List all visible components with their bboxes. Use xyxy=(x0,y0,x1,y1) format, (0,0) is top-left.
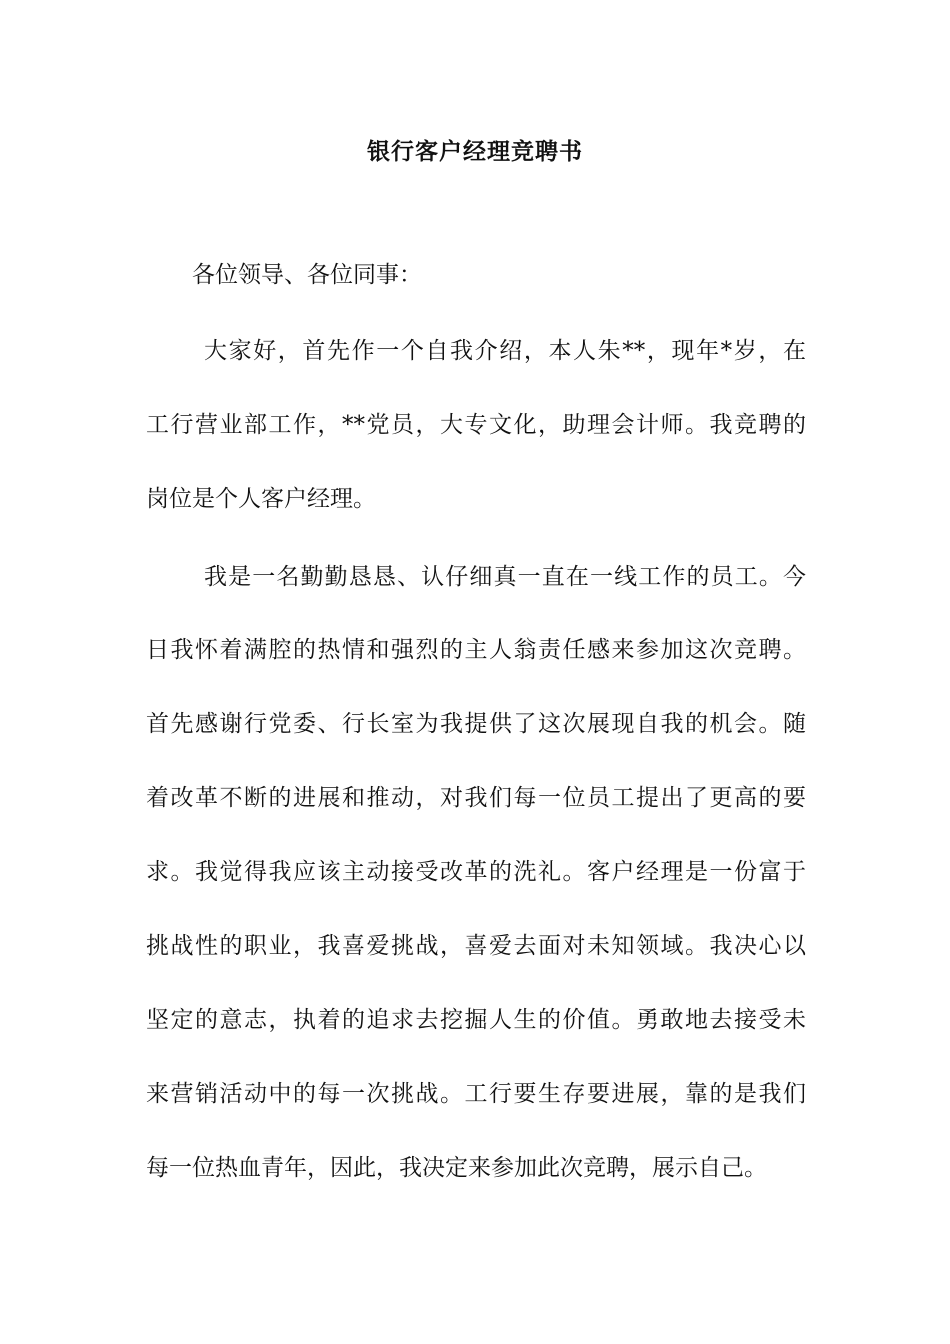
paragraph-2-line-1: 我是一名勤勤恳恳、认仔细真一直在一线工作的员工。今 xyxy=(204,564,806,590)
paragraph-2-line-3: 首先感谢行党委、行长室为我提供了这次展现自我的机会。随 xyxy=(146,711,806,737)
paragraph-2-line-5: 求。我觉得我应该主动接受改革的洗礼。客户经理是一份富于 xyxy=(146,859,806,885)
document-title: 银行客户经理竞聘书 xyxy=(367,138,583,165)
paragraph-1-line-2: 工行营业部工作，**党员，大专文化，助理会计师。我竞聘的 xyxy=(146,412,806,438)
paragraph-2-line-4: 着改革不断的进展和推动，对我们每一位员工提出了更高的要 xyxy=(146,785,806,811)
paragraph-2-line-9: 每一位热血青年，因此，我决定来参加此次竞聘，展示自己。 xyxy=(146,1155,767,1181)
paragraph-2-line-6: 挑战性的职业，我喜爱挑战，喜爱去面对未知领域。我决心以 xyxy=(146,933,806,959)
paragraph-2-line-8: 来营销活动中的每一次挑战。工行要生存要进展，靠的是我们 xyxy=(146,1081,806,1107)
salutation: 各位领导、各位同事： xyxy=(192,262,422,288)
paragraph-1-line-3: 岗位是个人客户经理。 xyxy=(146,486,376,512)
paragraph-2-line-7: 坚定的意志，执着的追求去挖掘人生的价值。勇敢地去接受未 xyxy=(146,1007,806,1033)
paragraph-2-line-2: 日我怀着满腔的热情和强烈的主人翁责任感来参加这次竞聘。 xyxy=(146,637,806,663)
paragraph-1-line-1: 大家好，首先作一个自我介绍，本人朱**，现年*岁，在 xyxy=(204,338,806,364)
